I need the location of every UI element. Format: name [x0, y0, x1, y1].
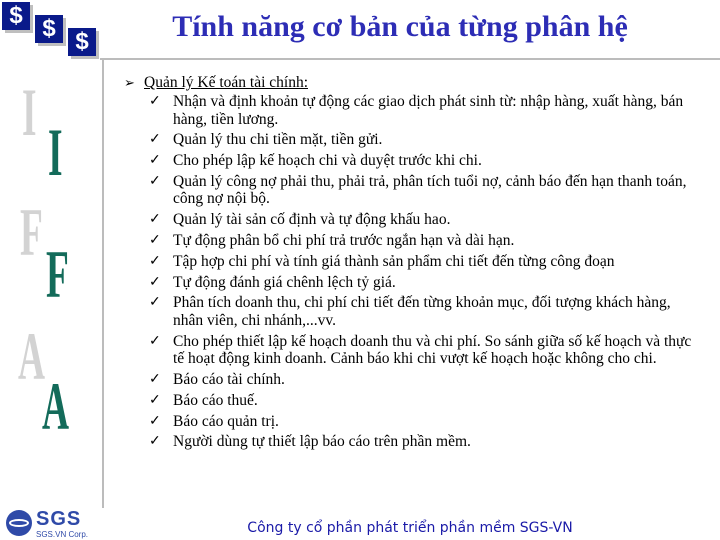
globe-icon [6, 510, 32, 536]
list-item [149, 93, 704, 128]
footer-company-name: Công ty cổ phần phát triển phần mềm SGS-VN [247, 520, 573, 536]
list-item [149, 253, 704, 271]
checkmark-icon: ✓ [149, 94, 161, 109]
feature-list [124, 93, 704, 451]
checkmark-icon: ✓ [149, 434, 161, 450]
list-item-text: Tự động phân bổ chi phí trả trước ngắn hạn và dài hạn. [173, 231, 515, 249]
checkmark-icon: ✓ [149, 413, 161, 429]
checkmark-icon: ✓ [149, 253, 161, 269]
sidebar-letter-a-shadow: A [18, 318, 46, 394]
checkmark-icon: ✓ [149, 333, 161, 349]
list-item [149, 152, 704, 170]
sidebar-letter-f-shadow: F [20, 194, 43, 270]
checkmark-icon: ✓ [149, 274, 161, 290]
list-item [149, 274, 704, 292]
header-divider [100, 58, 720, 60]
list-item [149, 433, 704, 451]
list-item [149, 294, 704, 329]
dollar-icon: $ [35, 15, 63, 43]
list-item-text: Tập hợp chi phí và tính giá thành sản phẩm chi tiết đến từng công đoạn [173, 252, 615, 270]
sidebar-letter-i-shadow: I [22, 74, 37, 150]
section-title: Quản lý Kế toán tài chính: [144, 74, 308, 91]
sidebar-letter-f: F [46, 236, 69, 312]
sgs-logo-subtext: SGS.VN Corp. [36, 530, 89, 539]
list-item [149, 232, 704, 250]
list-item [149, 413, 704, 431]
checkmark-icon: ✓ [149, 212, 161, 228]
checkmark-icon: ✓ [149, 232, 161, 248]
feature-content [124, 74, 704, 454]
checkmark-icon: ✓ [149, 392, 161, 408]
dollar-icon: $ [2, 2, 30, 30]
list-item-text: Báo cáo thuế. [173, 391, 258, 409]
list-item-text: Báo cáo quản trị. [173, 412, 279, 430]
sidebar-divider [102, 58, 104, 508]
list-item [149, 392, 704, 410]
section-heading [124, 74, 704, 92]
list-item [149, 131, 704, 149]
sgs-logo-text: SGS [36, 508, 82, 530]
list-item-text: Cho phép lập kế hoạch chi và duyệt trước khi chi. [173, 152, 482, 170]
list-item-text: Quản lý tài sản cố định và tự động khấu hao. [173, 211, 451, 229]
sidebar-letter-i: I [48, 114, 63, 190]
list-item-text: Nhận và định khoản tự động các giao dịch phát sinh từ: nhập hàng, xuất hàng, bán hàng, tiền lương. [173, 93, 684, 128]
list-item-text: Quản lý thu chi tiền mặt, tiền gửi. [173, 131, 383, 149]
list-item [149, 371, 704, 389]
list-item-text: Cho phép thiết lập kế hoạch doanh thu và chi phí. So sánh giữa số kế hoạch và thực tế hoạt động kinh doanh. Cảnh báo khi chi vượt kế hoạch hoặc không cho chi. [173, 332, 692, 368]
checkmark-icon: ✓ [149, 153, 161, 169]
sgs-logo [2, 506, 102, 540]
checkmark-icon: ✓ [149, 173, 161, 189]
list-item [149, 211, 704, 229]
list-item-text: Báo cáo tài chính. [173, 370, 285, 388]
arrow-bullet-icon: ➢ [124, 75, 135, 90]
checkmark-icon: ✓ [149, 295, 161, 311]
checkmark-icon: ✓ [149, 132, 161, 148]
list-item-text: Người dùng tự thiết lập báo cáo trên phần mềm. [173, 433, 471, 451]
checkmark-icon: ✓ [149, 371, 161, 387]
list-item-text: Tự động đánh giá chênh lệch tỷ giá. [173, 273, 396, 291]
dollar-logo [0, 0, 100, 60]
dollar-icon: $ [68, 28, 96, 56]
list-item-text: Quản lý công nợ phải thu, phải trả, phân tích tuổi nợ, cảnh báo đến hạn thanh toán, công nợ nội bộ. [173, 172, 687, 208]
list-item [149, 173, 704, 208]
sidebar-letter-a: A [42, 368, 70, 444]
list-item-text: Phân tích doanh thu, chi phí chi tiết đến từng khoản mục, đối tượng khách hàng, nhân viên, chi nhánh,...vv. [173, 294, 671, 329]
list-item [149, 333, 704, 368]
page-title: Tính năng cơ bản của từng phân hệ [172, 10, 628, 43]
